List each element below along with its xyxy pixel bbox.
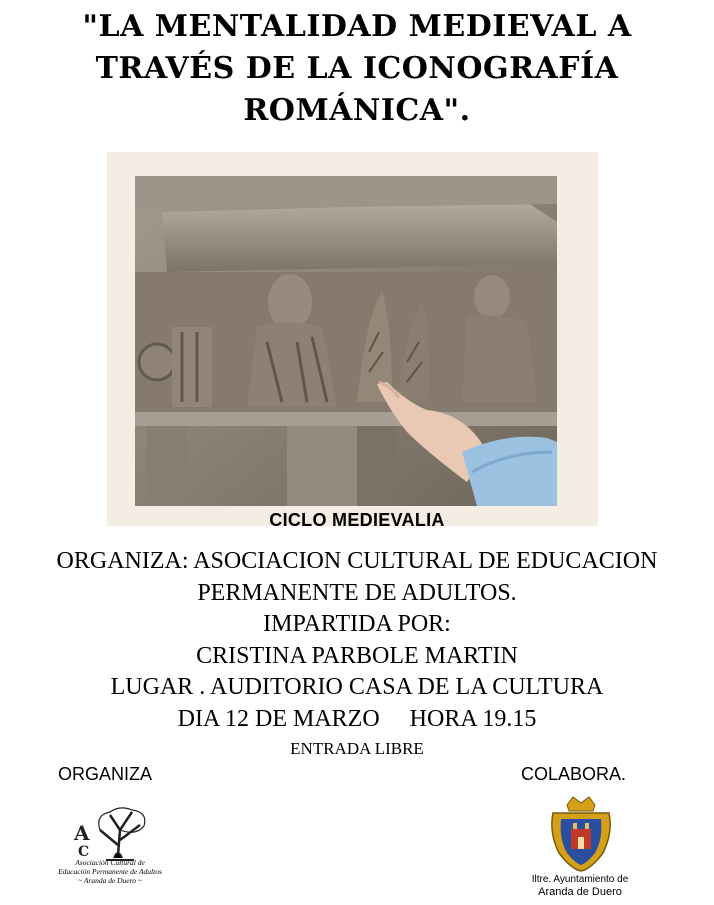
svg-text:A: A (74, 821, 90, 845)
organizer-heading: ORGANIZA (58, 764, 153, 784)
speaker-label: IMPARTIDA POR: (263, 611, 451, 637)
title-line-3: ROMÁNICA". (243, 93, 471, 128)
town-council-caption (505, 874, 655, 898)
town-line-2: Aranda de Duero (538, 886, 622, 898)
town-line-1: Iltre. Ayuntamiento de (531, 874, 629, 885)
venue-line: LUGAR . AUDITORIO CASA DE LA CULTURA (110, 674, 604, 700)
carving-image (107, 152, 598, 526)
assoc-line-1: Asociación Cultural de (75, 858, 145, 867)
tree-logo (40, 800, 180, 900)
organizer-line: ORGANIZA: ASOCIACION CULTURAL DE EDUCACION (56, 548, 658, 574)
event-info (0, 546, 714, 763)
poster-title (40, 6, 674, 132)
title-line-2: TRAVÉS DE LA ICONOGRAFÍA (95, 51, 619, 86)
association-caption (30, 858, 190, 885)
date-time-line: DIA 12 DE MARZO HORA 19.15 (177, 705, 537, 732)
assoc-line-2: Educación Permanente de Adultos (58, 867, 162, 876)
coat-of-arms-icon (541, 793, 621, 873)
svg-text:C: C (78, 844, 90, 860)
cycle-label: CICLO MEDIEVALIA (269, 510, 445, 530)
admission-line: ENTRADA LIBRE (290, 739, 424, 758)
collaborator-heading: COLABORA. (521, 764, 627, 784)
organizer-line-2: PERMANENTE DE ADULTOS. (197, 579, 517, 606)
romanesque-capital-photo (107, 152, 598, 526)
speaker-name: CRISTINA PARBOLE MARTIN (196, 642, 518, 669)
assoc-line-3: ~ Aranda de Duero ~ (78, 876, 142, 885)
title-line-1: "LA MENTALIDAD MEDIEVAL A (82, 9, 632, 44)
